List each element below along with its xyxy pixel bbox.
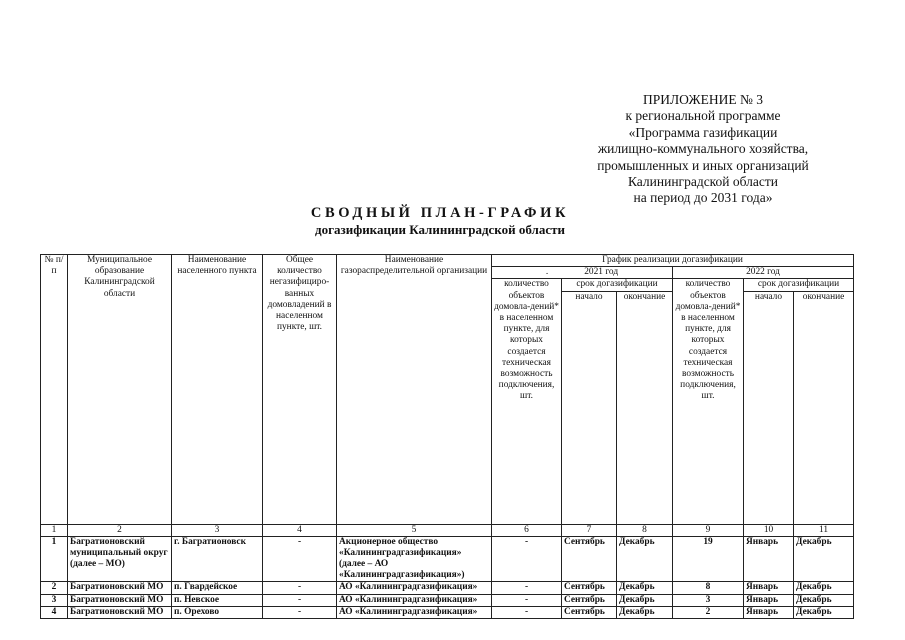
title-main: СВОДНЫЙ ПЛАН-ГРАФИК (310, 205, 570, 221)
header-count-2021: количество объектов домовла-дений* в населенном пункте, для которых создается техническая возможность подключения, шт. (492, 279, 562, 524)
row-end-2022: Декабрь (794, 582, 854, 594)
row-number: 3 (41, 594, 68, 606)
appendix-line: ПРИЛОЖЕНИЕ № 3 (642, 92, 764, 107)
header-org: Наименование газораспределительной организации (337, 255, 492, 525)
row-count-2022: 2 (673, 606, 744, 618)
row-number: 2 (41, 582, 68, 594)
table-row (41, 536, 854, 582)
column-number: 4 (263, 524, 337, 536)
row-end-2021: Декабрь (617, 536, 673, 582)
row-count-2021: - (492, 606, 562, 618)
row-start-2022: Январь (744, 536, 794, 582)
row-org: АО «Калининградгазификация» (337, 606, 492, 618)
row-count-2021: - (492, 582, 562, 594)
header-num: № п/п (41, 255, 68, 525)
appendix-line: промышленных и иных организаций (597, 157, 809, 173)
row-start-2022: Январь (744, 606, 794, 618)
column-number: 11 (794, 524, 854, 536)
row-total: - (263, 594, 337, 606)
appendix-line: «Программа газификации (628, 124, 778, 140)
appendix-line: на период до 2031 года» (633, 190, 773, 206)
row-count-2022: 19 (673, 536, 744, 582)
appendix-line: Калининградской области (627, 174, 779, 190)
document-title (260, 205, 620, 238)
row-end-2021: Декабрь (617, 594, 673, 606)
row-number: 4 (41, 606, 68, 618)
row-count-2021: - (492, 594, 562, 606)
row-start-2021: Сентябрь (562, 536, 617, 582)
column-number: 10 (744, 524, 794, 536)
row-municipality: Багратионовский МО (68, 582, 172, 594)
header-year-2021-label: 2021 год (584, 267, 619, 278)
table-row (41, 582, 854, 594)
row-end-2022: Декабрь (794, 536, 854, 582)
row-municipality: Багратионовский МО (68, 594, 172, 606)
row-municipality: Багратионовский МО (68, 606, 172, 618)
row-count-2022: 8 (673, 582, 744, 594)
row-end-2022: Декабрь (794, 594, 854, 606)
row-count-2022: 3 (673, 594, 744, 606)
plan-table (40, 254, 854, 619)
header-end-2021: окончание (617, 291, 673, 524)
column-number: 3 (172, 524, 263, 536)
column-number: 9 (673, 524, 744, 536)
row-settlement: п. Орехово (172, 606, 263, 618)
header-deadline-2021: срок догазификации (562, 279, 673, 291)
row-end-2021: Декабрь (617, 606, 673, 618)
appendix-block (553, 92, 853, 207)
row-settlement: п. Гвардейское (172, 582, 263, 594)
row-start-2021: Сентябрь (562, 594, 617, 606)
column-number-row (41, 524, 854, 536)
row-total: - (263, 536, 337, 582)
row-number: 1 (41, 536, 68, 582)
row-total: - (263, 582, 337, 594)
row-start-2022: Январь (744, 582, 794, 594)
row-org: Акционерное общество «Калининградгазификация» (далее – АО «Калининградгазификация») (337, 536, 492, 582)
row-end-2022: Декабрь (794, 606, 854, 618)
column-number: 6 (492, 524, 562, 536)
header-year-2021 (492, 267, 673, 279)
row-org: АО «Калининградгазификация» (337, 582, 492, 594)
header-start-2021: начало (562, 291, 617, 524)
column-number: 8 (617, 524, 673, 536)
title-sub: догазификации Калининградской области (315, 222, 565, 237)
row-start-2022: Январь (744, 594, 794, 606)
table-row (41, 606, 854, 618)
appendix-line: жилищно-коммунального хозяйства, (597, 141, 809, 157)
row-org: АО «Калининградгазификация» (337, 594, 492, 606)
header-start-2022: начало (744, 291, 794, 524)
row-total: - (263, 606, 337, 618)
header-year-2022: 2022 год (673, 267, 854, 279)
appendix-line: к региональной программе (625, 108, 781, 124)
row-end-2021: Декабрь (617, 582, 673, 594)
header-deadline-2022: срок догазификации (744, 279, 854, 291)
header-settlement: Наименование населенного пункта (172, 255, 263, 525)
row-start-2021: Сентябрь (562, 606, 617, 618)
header-count-2022: количество объектов домовла-дений* в населенном пункте, для которых создается техническая возможность подключения, шт. (673, 279, 744, 524)
row-start-2021: Сентябрь (562, 582, 617, 594)
header-municipality: Муниципальное образование Калининградской области (68, 255, 172, 525)
row-settlement: г. Багратионовск (172, 536, 263, 582)
row-municipality: Багратионовский муниципальный округ (далее – МО) (68, 536, 172, 582)
header-year-2021-mark: . (545, 267, 549, 278)
header-end-2022: окончание (794, 291, 854, 524)
header-schedule: График реализации догазификации (492, 255, 854, 267)
row-settlement: п. Невское (172, 594, 263, 606)
column-number: 5 (337, 524, 492, 536)
header-row (41, 255, 854, 267)
column-number: 2 (68, 524, 172, 536)
header-total: Общее количество негазифициро-ванных домовладений в населенном пункте, шт. (263, 255, 337, 525)
row-count-2021: - (492, 536, 562, 582)
table-row (41, 594, 854, 606)
column-number: 1 (41, 524, 68, 536)
column-number: 7 (562, 524, 617, 536)
